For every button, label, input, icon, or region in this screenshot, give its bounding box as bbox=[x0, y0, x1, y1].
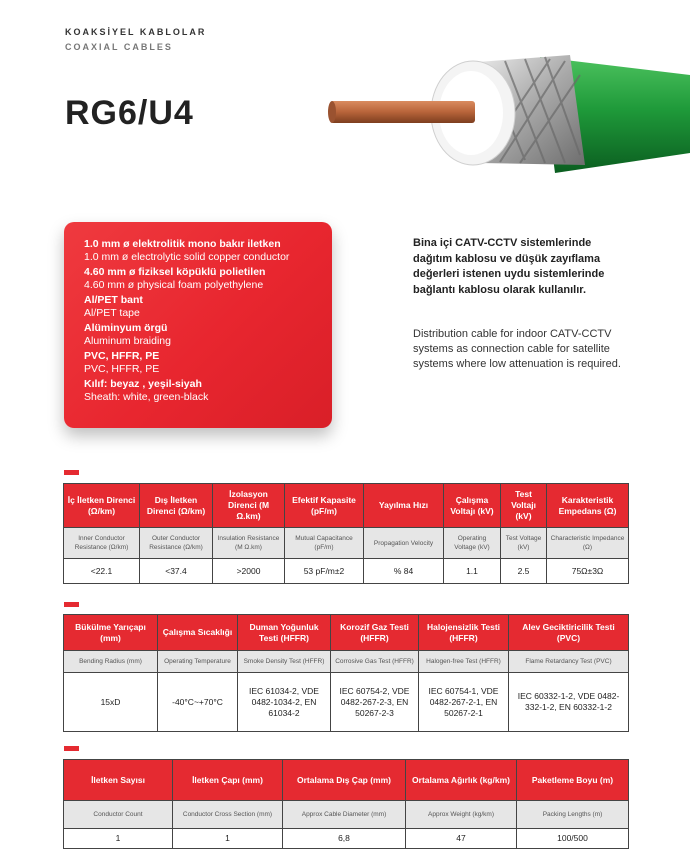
spec-label-en: 1.0 mm ø electrolytic solid copper conductor bbox=[84, 251, 290, 263]
section-marker bbox=[64, 746, 79, 751]
subheader-cell: Corrosive Gas Test (HFFR) bbox=[331, 651, 419, 673]
header-cell: Duman Yoğunluk Testi (HFFR) bbox=[238, 615, 331, 651]
subheader-cell: Bending Radius (mm) bbox=[64, 651, 158, 673]
value-cell: 75Ω±3Ω bbox=[547, 559, 629, 584]
spec-label-en: PVC, HFFR, PE bbox=[84, 363, 160, 375]
value-cell: <37.4 bbox=[140, 559, 213, 584]
table-subheader-row bbox=[64, 651, 629, 673]
value-cell: <22.1 bbox=[64, 559, 140, 584]
spec-label-tr: Kılıf: beyaz , yeşil-siyah bbox=[84, 378, 202, 390]
header-cell: Çalışma Sıcaklığı bbox=[158, 615, 238, 651]
table-header-row bbox=[64, 760, 629, 801]
description-tr: Bina içi CATV-CCTV sistemlerinde dağıtım kablosu ve düşük zayıflama değerleri istenen uydu sistemlerinde bağlantı kablosu olarak kullanılır. bbox=[413, 237, 605, 296]
header-cell: Alev Geciktiricilik Testi (PVC) bbox=[509, 615, 629, 651]
spec-label-en: Sheath: white, green-black bbox=[84, 391, 209, 403]
category-title-en: COAXIAL CABLES bbox=[65, 42, 173, 52]
value-cell: 100/500 bbox=[517, 829, 629, 849]
category-title-tr: KOAKSİYEL KABLOLAR bbox=[65, 27, 207, 37]
value-cell: 53 pF/m±2 bbox=[285, 559, 364, 584]
table-row bbox=[64, 673, 629, 732]
subheader-cell: Approx Cable Diameter (mm) bbox=[283, 801, 406, 829]
header-cell: İletken Çapı (mm) bbox=[173, 760, 283, 801]
subheader-cell: Flame Retardancy Test (PVC) bbox=[509, 651, 629, 673]
value-cell: 1.1 bbox=[444, 559, 501, 584]
header-cell: Korozif Gaz Testi (HFFR) bbox=[331, 615, 419, 651]
header-cell: Karakteristik Empedans (Ω) bbox=[547, 484, 629, 528]
subheader-cell: Outer Conductor Resistance (Ω/km) bbox=[140, 528, 213, 559]
header-cell: Test Voltajı (kV) bbox=[501, 484, 547, 528]
header-cell: Paketleme Boyu (m) bbox=[517, 760, 629, 801]
header-cell: Çalışma Voltajı (kV) bbox=[444, 484, 501, 528]
subheader-cell: Mutual Capacitance (pF/m) bbox=[285, 528, 364, 559]
value-cell: 2.5 bbox=[501, 559, 547, 584]
subheader-cell: Insulation Resistance (M Ω.km) bbox=[213, 528, 285, 559]
spec-item bbox=[84, 350, 320, 376]
header-cell: İletken Sayısı bbox=[64, 760, 173, 801]
spec-label-tr: Al/PET bant bbox=[84, 294, 143, 306]
header-cell: Yayılma Hızı bbox=[364, 484, 444, 528]
value-cell: 6,8 bbox=[283, 829, 406, 849]
spec-item bbox=[84, 294, 320, 320]
subheader-cell: Conductor Count bbox=[64, 801, 173, 829]
subheader-cell: Propagation Velocity bbox=[364, 528, 444, 559]
product-title: RG6/U4 bbox=[65, 94, 194, 132]
subheader-cell: Approx Weight (kg/km) bbox=[406, 801, 517, 829]
table-header-row bbox=[64, 615, 629, 651]
subheader-cell: Conductor Cross Section (mm) bbox=[173, 801, 283, 829]
test-properties-table bbox=[63, 614, 629, 732]
table-row bbox=[64, 829, 629, 849]
table-header-row bbox=[64, 484, 629, 528]
value-cell: IEC 60332-1-2, VDE 0482-332-1-2, EN 60332-1-2 bbox=[509, 673, 629, 732]
spec-label-tr: 1.0 mm ø elektrolitik mono bakır iletken bbox=[84, 238, 281, 250]
header-cell: Bükülme Yarıçapı (mm) bbox=[64, 615, 158, 651]
subheader-cell: Packing Lengths (m) bbox=[517, 801, 629, 829]
header-cell: İç İletken Direnci (Ω/km) bbox=[64, 484, 140, 528]
subheader-cell: Characteristic Impedance (Ω) bbox=[547, 528, 629, 559]
spec-item bbox=[84, 266, 320, 292]
spec-label-en: 4.60 mm ø physical foam polyethylene bbox=[84, 279, 264, 291]
header-cell: Efektif Kapasite (pF/m) bbox=[285, 484, 364, 528]
subheader-cell: Test Voltage (kV) bbox=[501, 528, 547, 559]
subheader-cell: Inner Conductor Resistance (Ω/km) bbox=[64, 528, 140, 559]
electrical-properties-table bbox=[63, 483, 629, 584]
value-cell: 47 bbox=[406, 829, 517, 849]
subheader-cell: Halogen-free Test (HFFR) bbox=[419, 651, 509, 673]
spec-label-en: Al/PET tape bbox=[84, 307, 140, 319]
spec-item bbox=[84, 378, 320, 404]
subheader-cell: Operating Temperature bbox=[158, 651, 238, 673]
header-cell: Halojensizlik Testi (HFFR) bbox=[419, 615, 509, 651]
table-row bbox=[64, 559, 629, 584]
section-marker bbox=[64, 470, 79, 475]
header-cell: Dış İletken Direnci (Ω/km) bbox=[140, 484, 213, 528]
value-cell: 1 bbox=[173, 829, 283, 849]
value-cell: % 84 bbox=[364, 559, 444, 584]
spec-card bbox=[64, 222, 332, 428]
section-marker bbox=[64, 602, 79, 607]
header-cell: Ortalama Dış Çap (mm) bbox=[283, 760, 406, 801]
value-cell: 1 bbox=[64, 829, 173, 849]
spec-label-tr: 4.60 mm ø fiziksel köpüklü polietilen bbox=[84, 266, 266, 278]
spec-label-tr: PVC, HFFR, PE bbox=[84, 350, 160, 362]
value-cell: >2000 bbox=[213, 559, 285, 584]
table-subheader-row bbox=[64, 528, 629, 559]
subheader-cell: Smoke Density Test (HFFR) bbox=[238, 651, 331, 673]
value-cell: -40°C~+70°C bbox=[158, 673, 238, 732]
value-cell: 15xD bbox=[64, 673, 158, 732]
description-en: Distribution cable for indoor CATV-CCTV systems as connection cable for satellite systems where low attenuation is required. bbox=[413, 328, 621, 370]
table-subheader-row bbox=[64, 801, 629, 829]
value-cell: IEC 60754-2, VDE 0482-267-2-3, EN 50267-2-3 bbox=[331, 673, 419, 732]
value-cell: IEC 60754-1, VDE 0482-267-2-1, EN 50267-2-1 bbox=[419, 673, 509, 732]
spec-item bbox=[84, 322, 320, 348]
header-cell: Ortalama Ağırlık (kg/km) bbox=[406, 760, 517, 801]
cable-illustration bbox=[325, 45, 690, 175]
dimensions-table bbox=[63, 759, 629, 849]
value-cell: IEC 61034-2, VDE 0482-1034-2, EN 61034-2 bbox=[238, 673, 331, 732]
spec-label-en: Aluminum braiding bbox=[84, 335, 171, 347]
spec-item bbox=[84, 238, 320, 264]
header-cell: İzolasyon Direnci (M Ω.km) bbox=[213, 484, 285, 528]
subheader-cell: Operating Voltage (kV) bbox=[444, 528, 501, 559]
spec-label-tr: Alüminyum örgü bbox=[84, 322, 168, 334]
